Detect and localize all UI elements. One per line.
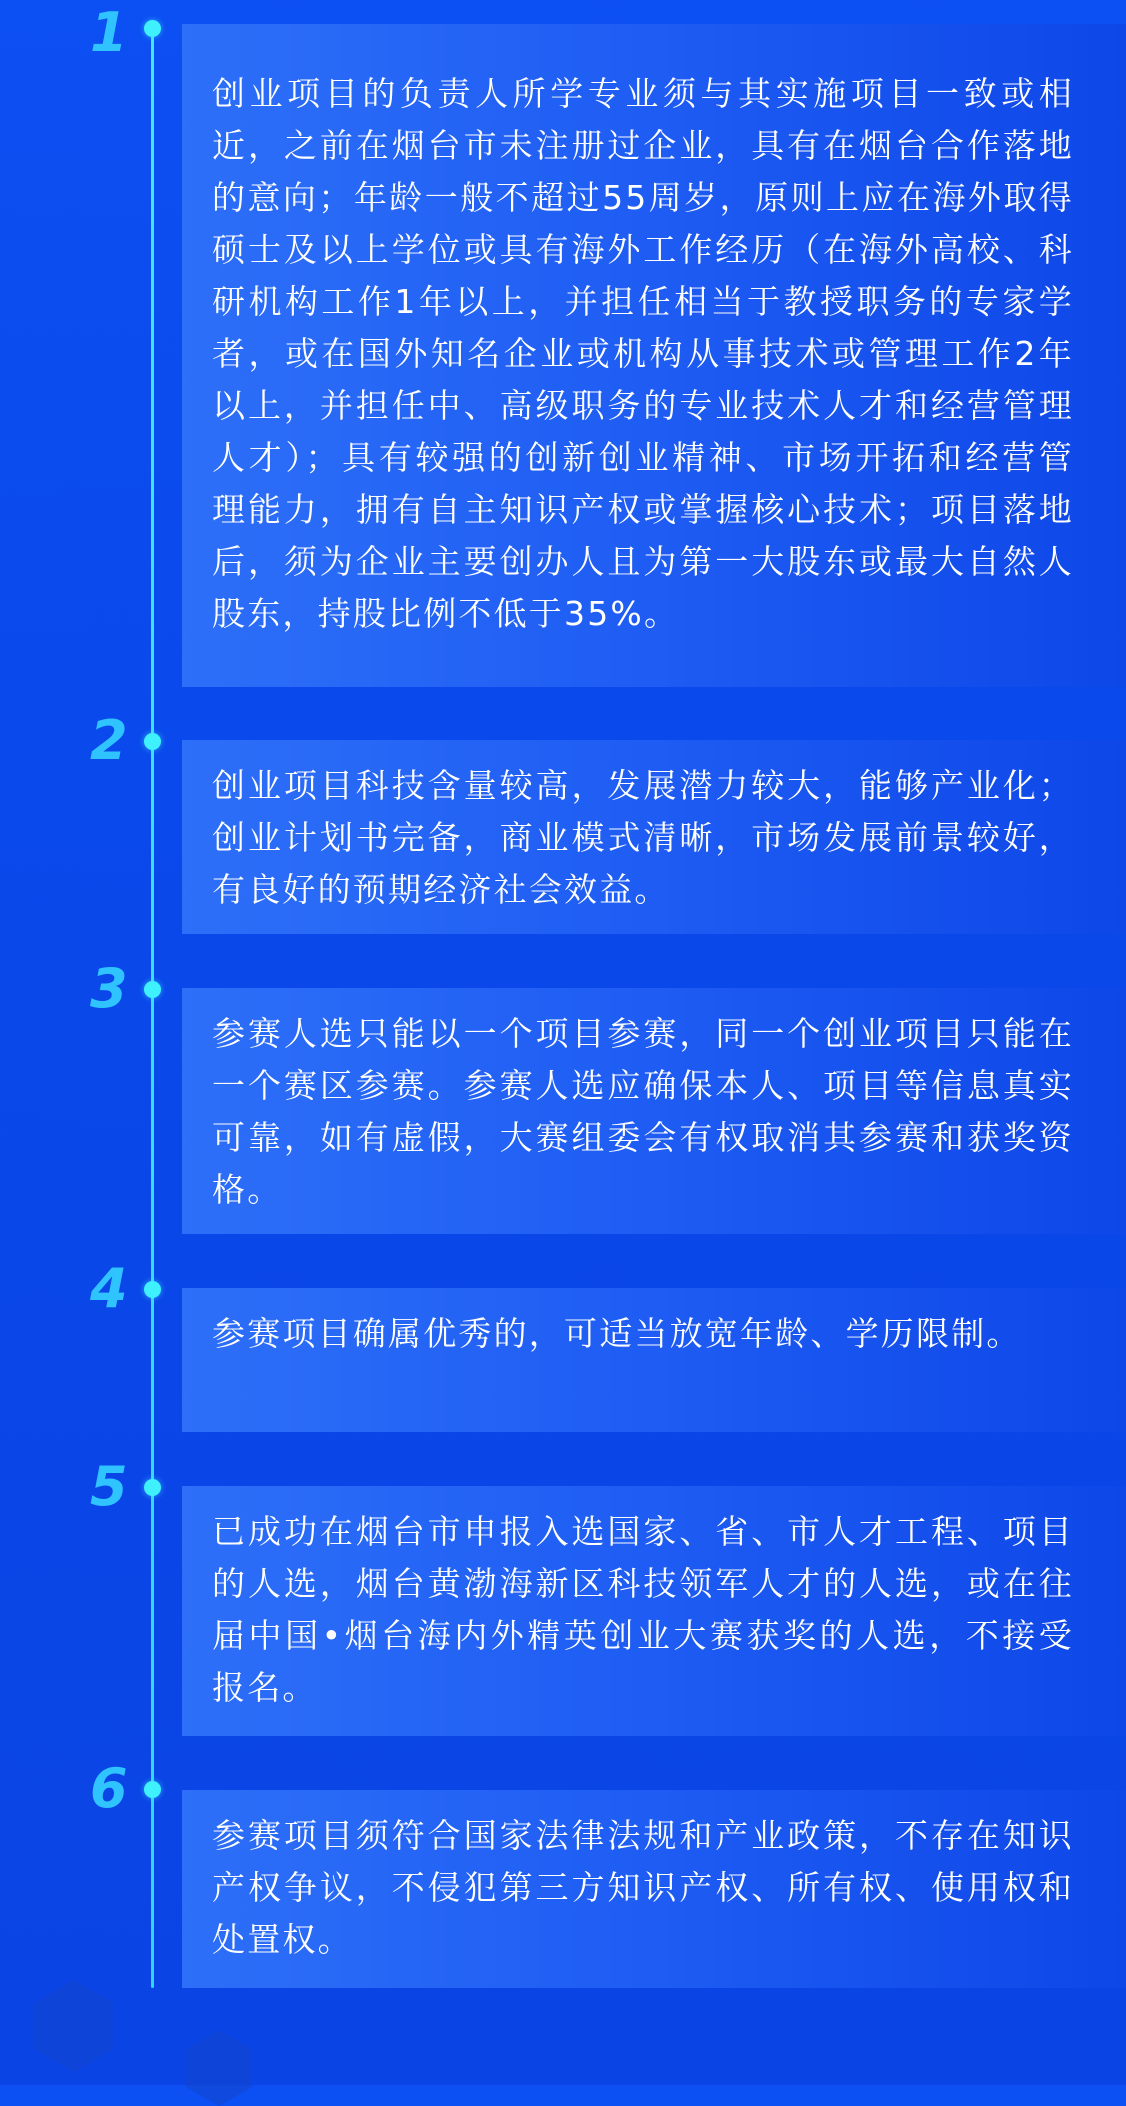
item-number: 5 (90, 1455, 127, 1518)
requirement-card (182, 1288, 1126, 1432)
requirement-text: 参赛项目确属优秀的，可适当放宽年龄、学历限制。 (212, 1314, 1022, 1353)
requirement-card (182, 1790, 1126, 1988)
timeline-dot (144, 981, 161, 998)
timeline-dot (144, 733, 161, 750)
item-number: 4 (90, 1257, 127, 1320)
timeline-line (151, 28, 154, 1988)
requirement-text: 已成功在烟台市申报入选国家、省、市人才工程、项目的人选，烟台黄渤海新区科技领军人才的人选，或在往届中国•烟台海内外精英创业大赛获奖的人选，不接受报名。 (212, 1512, 1074, 1707)
timeline-dot (144, 1479, 161, 1496)
requirement-text: 创业项目科技含量较高，发展潜力较大，能够产业化；创业计划书完备，商业模式清晰，市场发展前景较好，有良好的预期经济社会效益。 (212, 766, 1074, 909)
timeline-dot (144, 1781, 161, 1798)
item-number: 2 (90, 709, 127, 772)
item-number: 6 (90, 1757, 127, 1820)
requirement-text: 参赛项目须符合国家法律法规和产业政策，不存在知识产权争议，不侵犯第三方知识产权、所有权、使用权和处置权。 (212, 1816, 1074, 1959)
requirement-card (182, 24, 1126, 687)
item-number: 1 (90, 1, 127, 64)
requirement-card (182, 988, 1126, 1234)
item-number: 3 (90, 957, 127, 1020)
timeline-dot (144, 1281, 161, 1298)
requirement-card (182, 1486, 1126, 1736)
requirement-card (182, 740, 1126, 934)
requirement-text: 创业项目的负责人所学专业须与其实施项目一致或相近，之前在烟台市未注册过企业，具有在烟台合作落地的意向；年龄一般不超过55周岁，原则上应在海外取得硕士及以上学位或具有海外工作经历（在海外高校、科研机构工作1年以上，并担任相当于教授职务的专家学者，或在国外知名企业或机构从事技术或管理工作2年以上，并担任中、高级职务的专业技术人才和经营管理人才）；具有较强的创新创业精神、市场开拓和经营管理能力，拥有自主知识产权或掌握核心技术；项目落地后，须为企业主要创办人且为第一大股东或最大自然人股东，持股比例不低于35%。 (212, 74, 1074, 633)
decorative-hexagon (186, 2030, 252, 2106)
requirement-text: 参赛人选只能以一个项目参赛，同一个创业项目只能在一个赛区参赛。参赛人选应确保本人、项目等信息真实可靠，如有虚假，大赛组委会有权取消其参赛和获奖资格。 (212, 1014, 1074, 1209)
timeline-dot (144, 20, 161, 37)
decorative-hexagon (34, 1980, 114, 2072)
